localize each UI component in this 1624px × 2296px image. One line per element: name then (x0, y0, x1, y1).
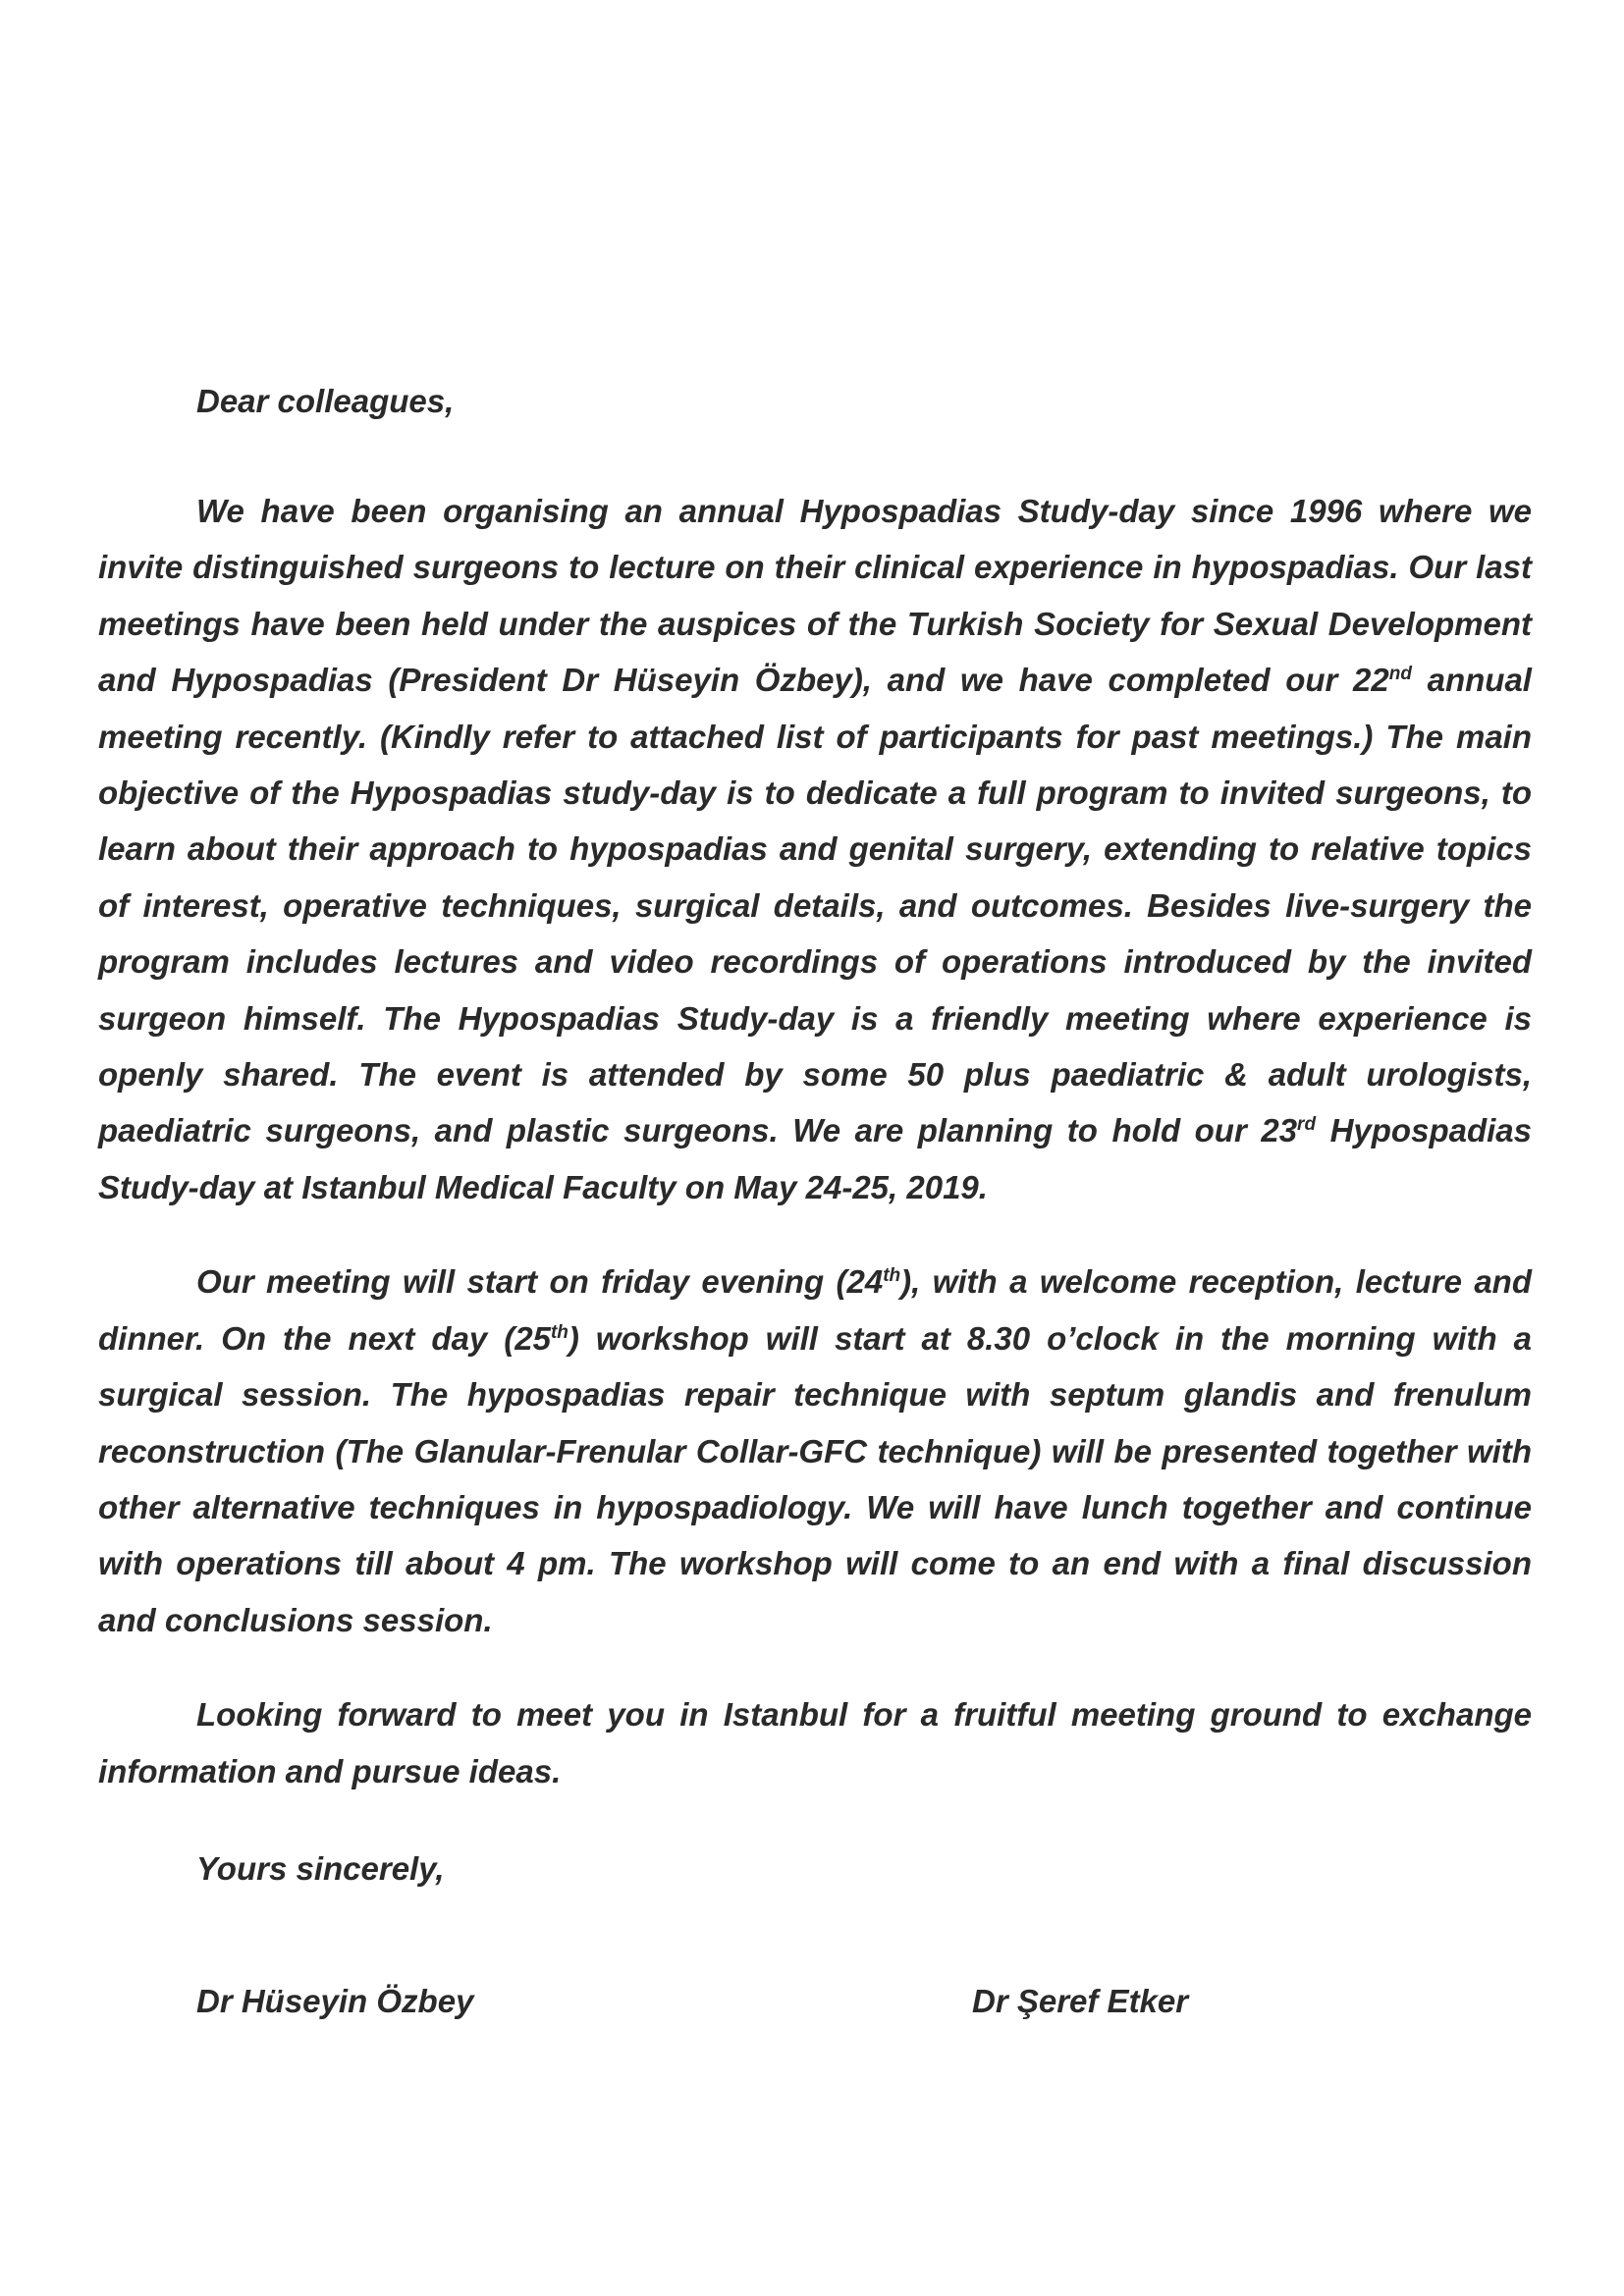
paragraph-closing-remarks: Looking forward to meet you in Istanbul for a fruitful meeting ground to exchange information and pursue ideas. (98, 1696, 1532, 1789)
signature-block (196, 1973, 1473, 2032)
closing-phrase: Yours sincerely, (196, 1849, 445, 1887)
ordinal-suffix: th (550, 1321, 568, 1343)
ordinal-suffix: th (883, 1265, 901, 1287)
paragraph-schedule (98, 1254, 1532, 1648)
paragraph-text: We have been organising an annual Hypospadias Study-day since 1996 where we invite distinguished surgeons to lecture on their clinical experience in hypospadias. Our last meetings have been held under the auspices of the Turkish Society for Sexual Development and Hypospadias (President Dr Hüseyin Özbey), and we have completed our 22 (98, 493, 1532, 699)
paragraph-text: ) workshop will start at 8.30 o’clock in the morning with a surgical session. The hypospadias repair technique with septum glandis and frenulum reconstruction (The Glanular-Frenular Collar-GFC technique) will be presented together with other alternative techniques in hypospadiology. We will have lunch together and continue with operations till about 4 pm. The workshop will come to an end with a final discussion and conclusions session. (98, 1319, 1533, 1638)
paragraph-introduction (98, 483, 1532, 1215)
signatory-name: Dr Şeref Etker (972, 1983, 1189, 2019)
paragraph-text: ), with a welcome reception, lecture and dinner. On the next day (25 (98, 1263, 1532, 1357)
paragraph-text: Our meeting will start on friday evening (24 (196, 1263, 884, 1301)
letter-body (98, 373, 1532, 1896)
paragraph-text: Hypospadias Study-day at Istanbul Medical Faculty on May 24-25, 2019. (98, 1112, 1532, 1205)
salutation: Dear colleagues, (196, 383, 455, 419)
ordinal-suffix: rd (1297, 1114, 1317, 1136)
ordinal-suffix: nd (1388, 664, 1412, 685)
signatory-name: Dr Hüseyin Özbey (196, 1983, 474, 2019)
paragraph-text: annual meeting recently. (Kindly refer to attached list of participants for past meetings.) The main objective of the Hypospadias study-day is to dedicate a full program to invited surgeons, to learn about their approach to hypospadias and genital surgery, extending to relative topics of interest, operative techniques, surgical details, and outcomes. Besides live-surgery the program includes lectures and video recordings of operations introduced by the invited surgeon himself. The Hypospadias Study-day is a friendly meeting where experience is openly shared. The event is attended by some 50 plus paediatric & adult urologists, paediatric surgeons, and plastic surgeons. We are planning to hold our 23 (98, 662, 1532, 1149)
